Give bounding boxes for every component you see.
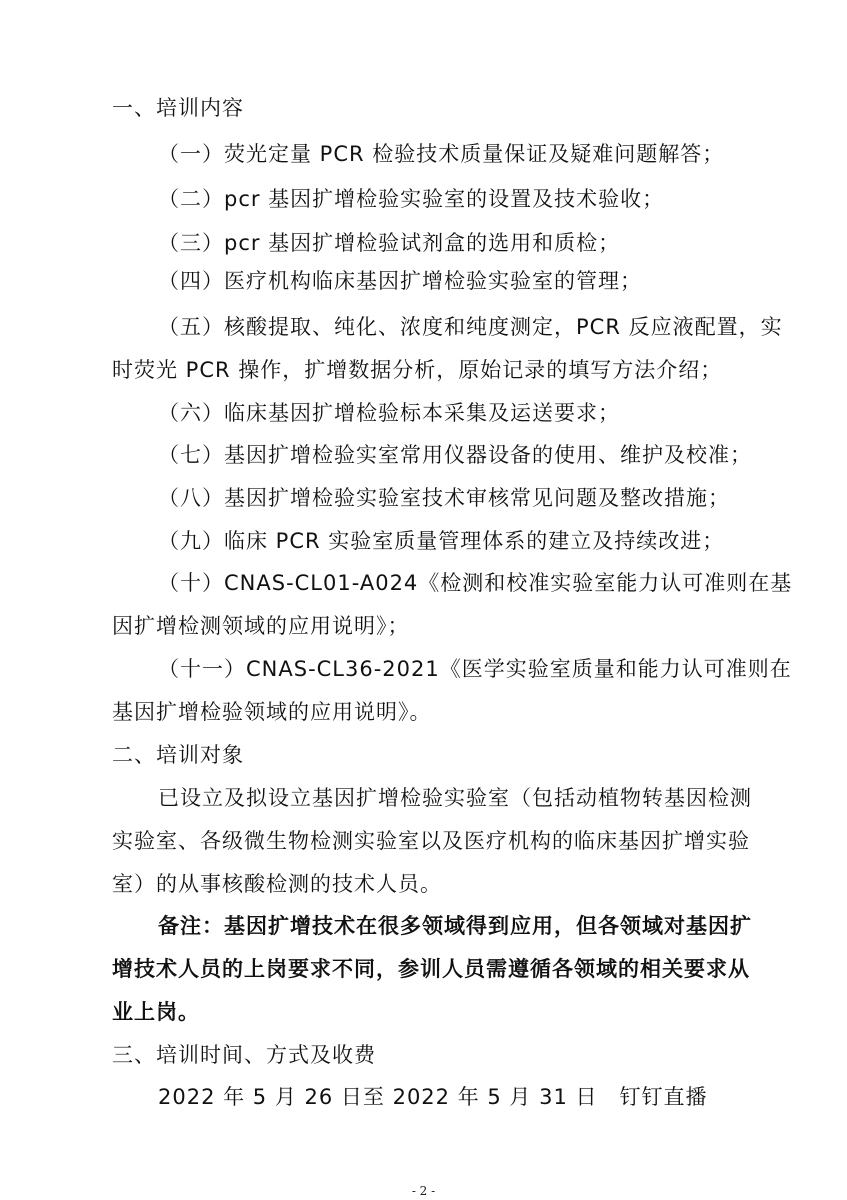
content-item-2: （二）pcr 基因扩增检验实验室的设置及技术验收； — [158, 187, 665, 211]
content-item-10-line-2: 因扩增检测领域的应用说明》； — [112, 614, 410, 638]
page-number: - 2 - — [411, 1184, 436, 1198]
note-line-3: 业上岗。 — [112, 1000, 200, 1024]
content-item-11-line-1: （十一）CNAS-CL36-2021《医学实验室质量和能力认可准则在 — [158, 657, 792, 681]
content-item-3: （三）pcr 基因扩增检验试剂盒的选用和质检； — [158, 231, 621, 255]
note-line-2: 增技术人员的上岗要求不同，参训人员需遵循各领域的相关要求从 — [112, 957, 750, 981]
section-3-heading: 三、培训时间、方式及收费 — [112, 1043, 376, 1067]
audience-paragraph-line-3: 室）的从事核酸检测的技术人员。 — [112, 872, 442, 896]
content-item-11-line-2: 基因扩增检验领域的应用说明》。 — [112, 700, 432, 724]
content-item-1: （一）荧光定量 PCR 检验技术质量保证及疑难问题解答； — [158, 142, 725, 166]
content-item-5-line-2: 时荧光 PCR 操作，扩增数据分析，原始记录的填写方法介绍； — [112, 358, 723, 382]
content-item-8: （八）基因扩增检验实验室技术审核常见问题及整改措施； — [158, 486, 730, 510]
section-1-heading: 一、培训内容 — [112, 96, 244, 120]
content-item-6: （六）临床基因扩增检验标本采集及运送要求； — [158, 401, 620, 425]
content-item-9: （九）临床 PCR 实验室质量管理体系的建立及持续改进； — [158, 529, 725, 553]
audience-paragraph-line-2: 实验室、各级微生物检测实验室以及医疗机构的临床基因扩增实验 — [112, 829, 750, 853]
content-item-10-line-1: （十）CNAS-CL01-A024《检测和校准实验室能力认可准则在基 — [158, 571, 793, 595]
content-item-7: （七）基因扩增检验实室常用仪器设备的使用、维护及校准； — [158, 443, 752, 467]
audience-paragraph-line-1: 已设立及拟设立基因扩增检验实验室（包括动植物转基因检测 — [158, 786, 752, 810]
schedule-line: 2022 年 5 月 26 日至 2022 年 5 月 31 日 钉钉直播 — [158, 1085, 708, 1109]
content-item-4: （四）医疗机构临床基因扩增检验实验室的管理； — [158, 269, 642, 293]
section-2-heading: 二、培训对象 — [112, 743, 244, 767]
content-item-5-line-1: （五）核酸提取、纯化、浓度和纯度测定，PCR 反应液配置，实 — [158, 315, 783, 339]
note-line-1: 备注：基因扩增技术在很多领域得到应用，但各领域对基因扩 — [158, 914, 752, 938]
